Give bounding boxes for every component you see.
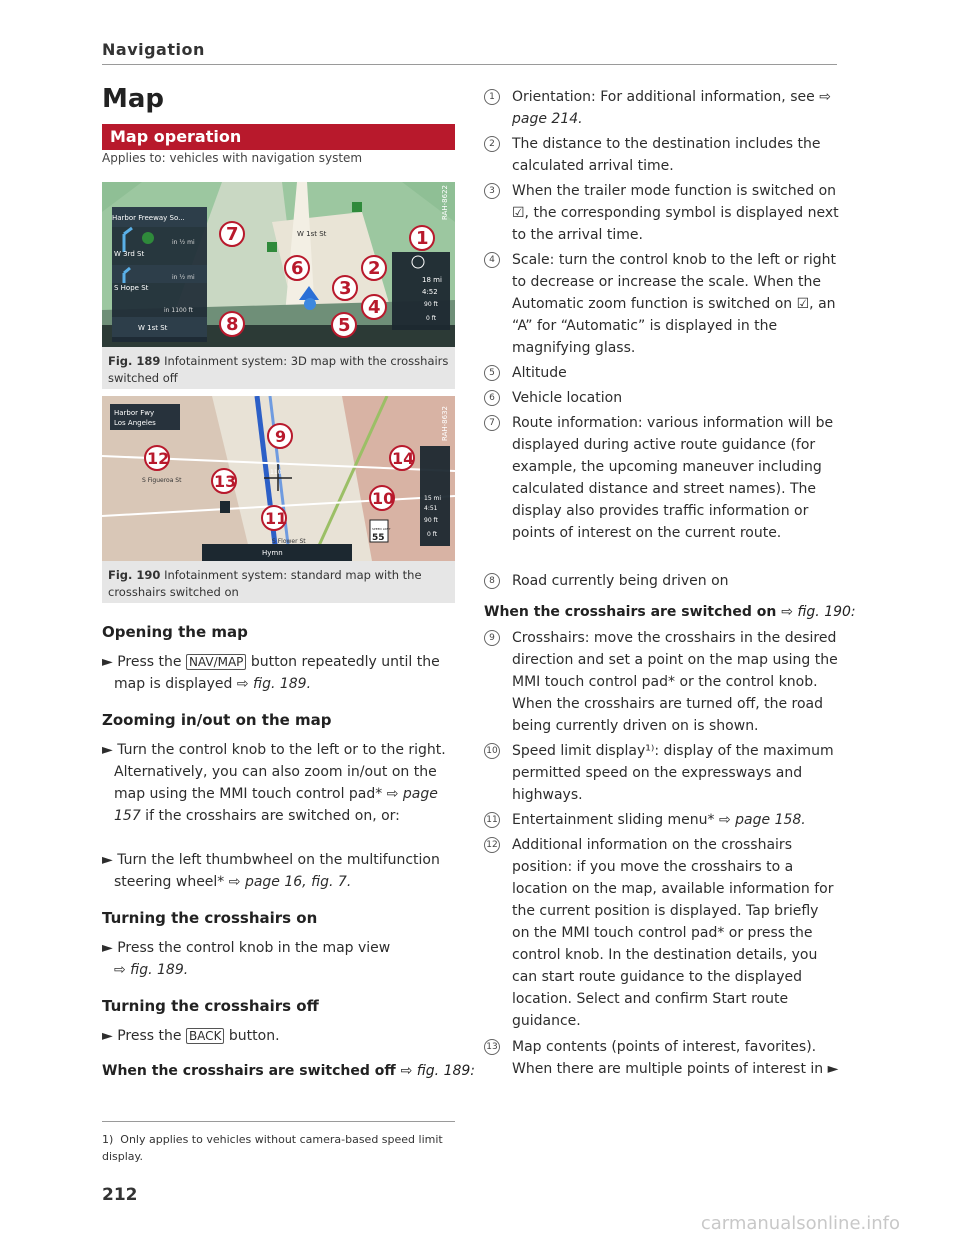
heading-crosshairs-on: Turning the crosshairs on	[102, 909, 318, 927]
figure-caption: Fig. 190 Infotainment system: standard map with the crosshairs switched on	[108, 568, 422, 599]
svg-text:110: 110	[270, 469, 282, 476]
callout-number: 11	[484, 812, 500, 828]
heading-when-on: When the crosshairs are switched on ⇨ fig. 190:	[484, 604, 856, 620]
svg-text:0 ft: 0 ft	[427, 531, 438, 538]
figure-189	[102, 182, 455, 389]
callout-number: 3	[484, 183, 500, 199]
svg-text:55: 55	[372, 533, 385, 543]
callout-number: 8	[484, 573, 500, 589]
callout-item	[484, 1036, 839, 1080]
figure-190	[102, 396, 455, 603]
svg-text:S Hope St: S Hope St	[114, 284, 149, 292]
svg-text:12: 12	[147, 449, 170, 468]
svg-text:14: 14	[392, 449, 415, 468]
callout-number: 7	[484, 415, 500, 431]
step-crosshairs-off: ► Press the BACK button.	[102, 1028, 280, 1044]
callout-item	[484, 387, 839, 409]
figure-ref-link[interactable]: ⇨ fig. 190:	[781, 604, 856, 620]
callout-item	[484, 412, 839, 544]
map-3d-image	[102, 182, 455, 347]
callout-item	[484, 834, 839, 1032]
svg-text:Harbor Fwy: Harbor Fwy	[114, 409, 155, 417]
callout-text: Scale: turn the control knob to the left or right to decrease or increase the scale. When the Automatic zoom function is switched on ☑, an “A” for “Automatic” is displayed in the magnifying glass.	[512, 252, 837, 356]
callout-item	[484, 133, 839, 177]
svg-text:W 1st St: W 1st St	[138, 324, 168, 332]
heading-crosshairs-off: Turning the crosshairs off	[102, 997, 319, 1015]
page-ref-link[interactable]: ⇨ page 158.	[718, 812, 806, 828]
svg-text:1: 1	[416, 228, 429, 249]
watermark: carmanualsonline.info	[700, 1213, 900, 1234]
callout-item	[484, 180, 839, 246]
page-ref-link[interactable]: ⇨ page 16, fig. 7.	[228, 874, 352, 890]
svg-text:13: 13	[214, 472, 237, 491]
step-zoom-thumbwheel: ► Turn the left thumbwheel on the multifunction steering wheel* ⇨ page 16, fig. 7.	[102, 852, 440, 890]
callout-text: Speed limit display¹⁾: display of the maximum permitted speed on the expressways and highways.	[512, 743, 834, 803]
svg-text:5: 5	[338, 315, 351, 336]
callout-item	[484, 740, 839, 806]
figure-ref-link[interactable]: ⇨ fig. 189:	[400, 1063, 476, 1079]
callout-text: The distance to the destination includes the calculated arrival time.	[512, 136, 821, 174]
svg-text:Harbor Freeway So...: Harbor Freeway So...	[112, 214, 185, 222]
svg-text:11: 11	[265, 509, 288, 528]
svg-text:Hymn: Hymn	[262, 549, 283, 557]
back-key: BACK	[186, 1028, 224, 1044]
svg-text:10: 10	[372, 489, 395, 508]
callout-item	[484, 570, 839, 592]
svg-text:6: 6	[291, 258, 304, 279]
step-crosshairs-on: ► Press the control knob in the map view ⇨ fig. 189.	[102, 940, 391, 978]
callout-text: Map contents (points of interest, favorites). When there are multiple points of interest in ►	[512, 1039, 839, 1077]
callout-text: Additional information on the crosshairs position: if you move the crosshairs to a location on the map, available information for the current position is displayed. Tap briefly on the MMI touch control pad* or press the control knob. In the destination details, you can start route guidance to the displayed location. Select and confirm Start route guidance.	[512, 837, 834, 1029]
callout-text: Road currently being driven on	[512, 573, 729, 589]
callout-number: 12	[484, 837, 500, 853]
callout-item	[484, 249, 839, 359]
callout-text: Crosshairs: move the crosshairs in the desired direction and set a point on the map using the MMI touch control pad* or the control knob. When the crosshairs are turned off, the road being currently driven on is shown.	[512, 630, 838, 734]
svg-text:RAH-8632: RAH-8632	[441, 406, 449, 441]
applies-note: Applies to: vehicles with navigation system	[102, 151, 363, 165]
heading-when-off: When the crosshairs are switched off ⇨ fig. 189:	[102, 1063, 476, 1079]
callout-number: 13	[484, 1039, 500, 1055]
callout-number: 6	[484, 390, 500, 406]
nav-map-key: NAV/MAP	[186, 654, 246, 670]
callout-item	[484, 362, 839, 384]
subsection-banner: Map operation	[102, 124, 455, 150]
svg-text:in 1100 ft: in 1100 ft	[164, 307, 193, 314]
svg-text:W 3rd St: W 3rd St	[114, 250, 145, 258]
callout-number: 2	[484, 136, 500, 152]
svg-text:2: 2	[368, 258, 381, 279]
svg-text:4:51: 4:51	[424, 505, 438, 512]
callout-item	[484, 809, 839, 831]
callout-text: When the trailer mode function is switched on ☑, the corresponding symbol is displayed next to the arrival time.	[512, 183, 839, 243]
callout-text: Entertainment sliding menu* ⇨ page 158.	[512, 812, 806, 828]
svg-text:RAH-8622: RAH-8622	[441, 185, 449, 220]
svg-text:4:52: 4:52	[422, 288, 438, 296]
callout-item	[484, 86, 839, 130]
svg-text:90 ft: 90 ft	[424, 517, 438, 524]
callout-item	[484, 627, 839, 737]
page-number: 212	[102, 1185, 138, 1205]
step-open-map: ► Press the NAV/MAP button repeatedly until the map is displayed ⇨ fig. 189.	[102, 654, 440, 692]
svg-text:7: 7	[226, 224, 239, 245]
svg-text:in ½ mi: in ½ mi	[172, 274, 195, 281]
heading-opening-map: Opening the map	[102, 623, 248, 641]
map-standard-image	[102, 396, 455, 561]
footnote: 1) Only applies to vehicles without camera-based speed limit display.	[102, 1133, 443, 1163]
svg-text:3: 3	[339, 278, 352, 299]
svg-text:SPEED LIMIT: SPEED LIMIT	[372, 527, 391, 531]
footnote-rule	[102, 1121, 455, 1122]
svg-text:W 1st St: W 1st St	[297, 230, 327, 238]
callout-text: Orientation: For additional information, see ⇨ page 214.	[512, 89, 831, 127]
svg-text:S Flower St: S Flower St	[272, 538, 306, 545]
page-title: Map	[102, 84, 165, 114]
header-rule	[102, 64, 837, 65]
callout-number: 1	[484, 89, 500, 105]
svg-text:in ½ mi: in ½ mi	[172, 239, 195, 246]
svg-text:90 ft: 90 ft	[424, 301, 438, 308]
callout-text: Altitude	[512, 365, 567, 381]
page-ref-link[interactable]: ⇨ page 157	[114, 786, 438, 824]
svg-text:18 mi: 18 mi	[422, 276, 442, 284]
svg-text:Los Angeles: Los Angeles	[114, 419, 156, 427]
callout-number: 10	[484, 743, 500, 759]
figure-ref-link[interactable]: ⇨ fig. 189.	[236, 676, 312, 692]
page-ref-link[interactable]: ⇨ page 214.	[512, 89, 831, 127]
svg-text:15 mi: 15 mi	[424, 495, 442, 502]
heading-zooming: Zooming in/out on the map	[102, 711, 332, 729]
callout-number: 5	[484, 365, 500, 381]
callout-text: Vehicle location	[512, 390, 623, 406]
section-title: Navigation	[102, 40, 205, 59]
svg-text:8: 8	[226, 314, 239, 335]
callout-text: Route information: various information will be displayed during active route guidance (for example, the upcoming maneuver including calculated distance and street names). The display also provides traffic information or points of interest on the current route.	[512, 415, 834, 541]
svg-text:9: 9	[275, 427, 287, 446]
callout-number: 9	[484, 630, 500, 646]
figure-ref-link[interactable]: ⇨ fig. 189.	[114, 962, 189, 978]
svg-text:4: 4	[368, 297, 381, 318]
figure-caption: Fig. 189 Infotainment system: 3D map with the crosshairs switched off	[108, 354, 449, 385]
step-zoom-knob: ► Turn the control knob to the left or to the right. Alternatively, you can also zoom in/out on the map using the MMI touch control pad* ⇨ page 157 if the crosshairs are switched on, or:	[102, 742, 446, 824]
svg-text:S Figueroa St: S Figueroa St	[142, 477, 182, 484]
svg-text:0 ft: 0 ft	[426, 315, 437, 322]
callout-number: 4	[484, 252, 500, 268]
